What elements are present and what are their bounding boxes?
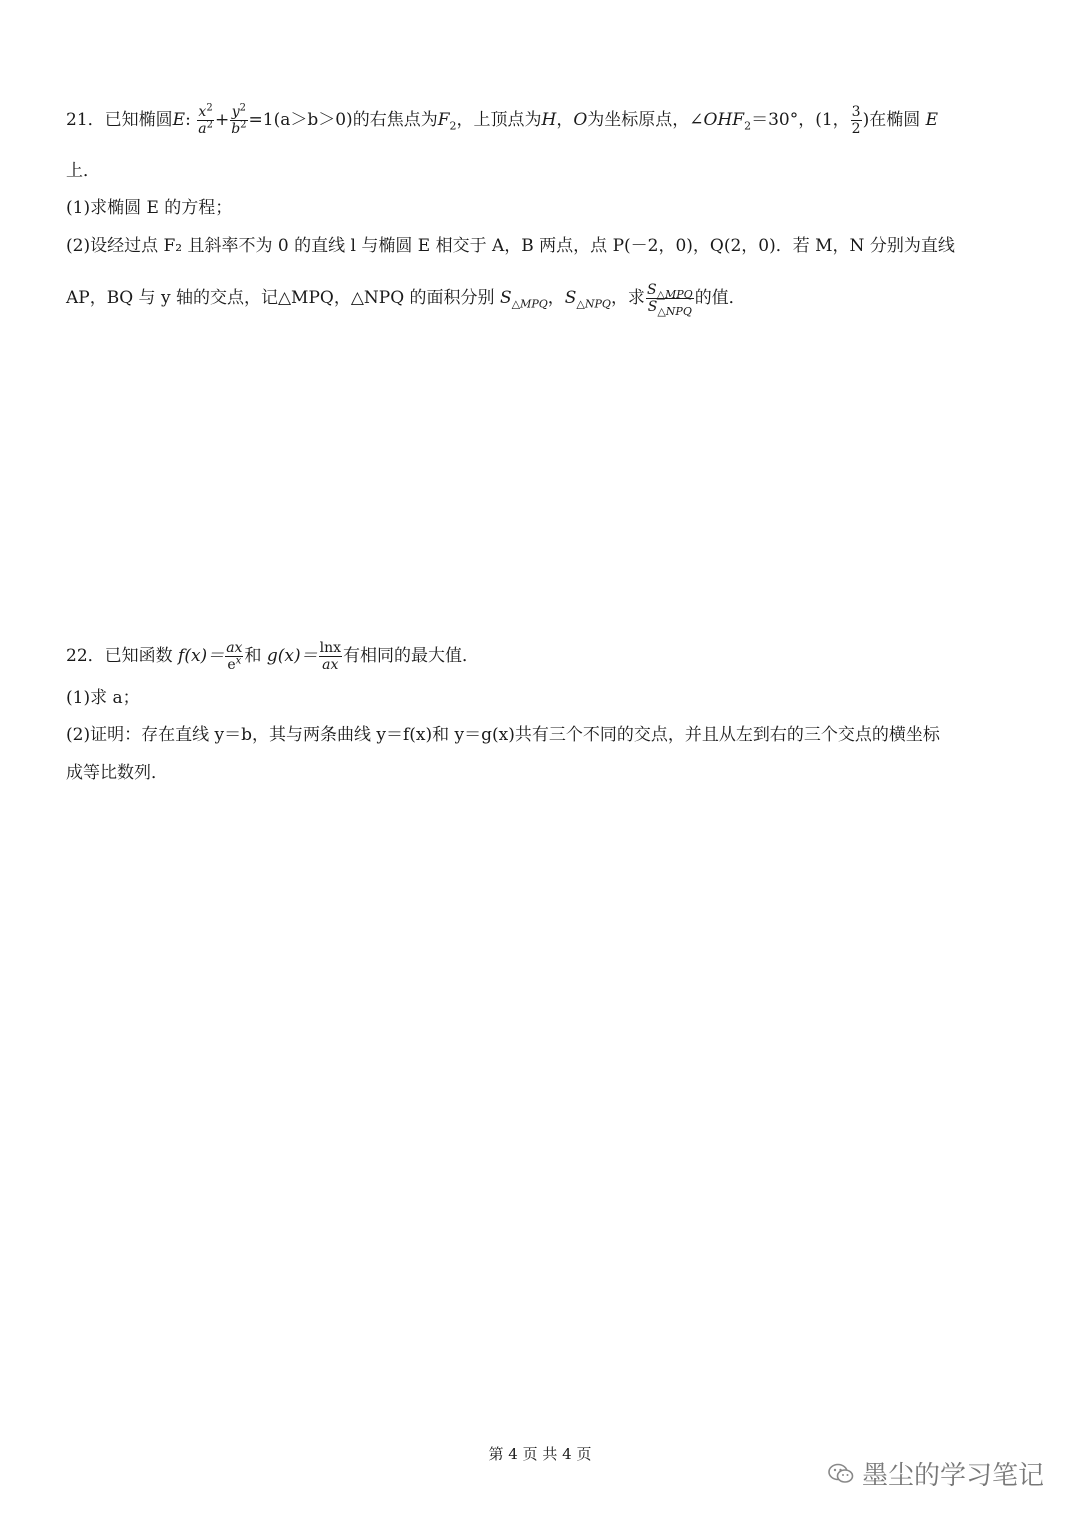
comma: ， [556, 110, 574, 131]
wechat-icon [828, 1463, 854, 1485]
S-letter: S [564, 288, 577, 309]
eq-rhs: =1(a＞b＞0) [248, 110, 353, 131]
sup-2: 2 [206, 102, 213, 114]
on-ellipse-text: )在椭圆 [862, 110, 921, 131]
he-text: 和 [244, 646, 267, 667]
q21-ellipse-E: E [172, 110, 186, 131]
sub-NPQ: △NPQ [657, 304, 692, 318]
watermark-text: 墨尘的学习笔记 [862, 1461, 1045, 1491]
E-letter: E [925, 110, 939, 131]
frac-x: x [198, 104, 207, 120]
q21-stem-line1 [66, 104, 938, 137]
frac-b: b [231, 121, 241, 138]
page-footer: 第 4 页 共 4 页 [488, 1445, 592, 1463]
q21-part2-text: AP，BQ 与 y 轴的交点，记△MPQ，△NPQ 的面积分别 [66, 288, 500, 309]
F-letter: F [437, 110, 450, 131]
q21-part2-line1: (2)设经过点 F₂ 且斜率不为 0 的直线 l 与椭圆 E 相交于 A，B 两点，点 P(－2，0)，Q(2，0)．若 M，N 分别为直线 [66, 236, 955, 256]
frac-num: 3 [851, 104, 861, 120]
frac-S-num: S [646, 282, 657, 298]
sub-MPQ: △MPQ [656, 287, 693, 301]
q21-part2-line2 [66, 282, 746, 318]
q22-part2-line2: 成等比数列． [66, 763, 168, 783]
frac-3-2 [851, 104, 862, 137]
frac-lnx: lnx [319, 640, 341, 656]
frac-e: e [227, 657, 236, 674]
q21-focus-text: 的右焦点为 [352, 110, 438, 131]
watermark [828, 1455, 1044, 1492]
plus-sign: + [214, 110, 230, 131]
sub-NPQ: △NPQ [576, 297, 611, 311]
frac-x2-a2 [197, 104, 214, 137]
value-end-text: 的值． [694, 288, 746, 309]
q21-part1: (1)求椭圆 E 的方程； [66, 198, 233, 218]
frac-den: 2 [851, 121, 861, 138]
S-letter: S [499, 288, 512, 309]
frac-S-ratio [646, 282, 694, 318]
sub-2: 2 [449, 119, 457, 133]
q21-colon: : [185, 110, 191, 131]
O-letter: O [573, 110, 588, 131]
qiu-text: ，求 [610, 288, 645, 309]
g-def: g(x)＝ [266, 646, 318, 667]
q22-number: 22． [66, 646, 105, 667]
frac-S-den: S [647, 299, 658, 316]
sup-2: 2 [206, 119, 213, 131]
q22-part1: (1)求 a； [66, 688, 140, 708]
comma: ， [547, 288, 565, 309]
q21-origin-text: 为坐标原点，∠ [587, 110, 704, 131]
q22-part2-line1: (2)证明：存在直线 y＝b，其与两条曲线 y＝f(x)和 y＝g(x)共有三个不同的交点，并且从左到右的三个交点的横坐标 [66, 725, 940, 745]
frac-a: a [198, 121, 207, 138]
frac-ax: ax [226, 640, 243, 656]
H-letter: H [541, 110, 557, 131]
sub-MPQ: △MPQ [511, 297, 548, 311]
angle-value: ＝30°，(1， [751, 110, 850, 131]
q22-intro: 已知函数 [104, 646, 179, 667]
frac-ax-den: ax [322, 657, 339, 674]
sup-x: x [235, 655, 242, 667]
frac-y2-b2 [230, 104, 247, 137]
sup-2: 2 [239, 102, 246, 114]
q21-vertex-text: ，上顶点为 [456, 110, 542, 131]
q21-intro: 已知椭圆 [104, 110, 173, 131]
frac-lnx-ax [319, 640, 342, 673]
sup-2: 2 [240, 119, 247, 131]
q21-number: 21． [66, 110, 105, 131]
frac-y: y [231, 104, 240, 120]
OHF-letters: OHF [703, 110, 745, 131]
same-max-text: 有相同的最大值． [342, 646, 479, 667]
q21-stem-line2: 上． [66, 161, 100, 181]
q22-stem [66, 640, 479, 673]
sub-2: 2 [744, 119, 752, 133]
frac-ax-ex [225, 640, 243, 673]
f-def: f(x)＝ [178, 646, 225, 667]
